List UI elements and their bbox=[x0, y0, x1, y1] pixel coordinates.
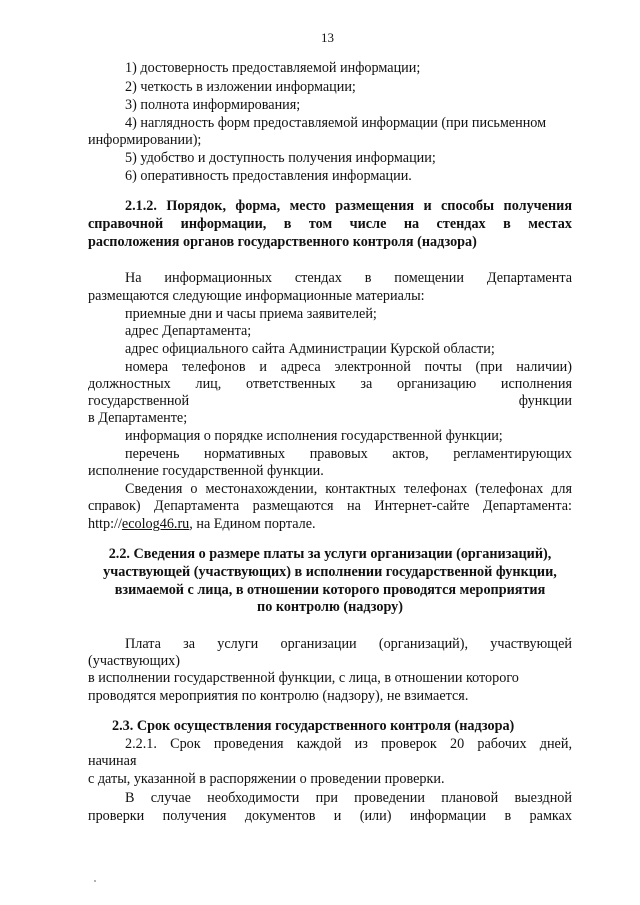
section-heading: по контролю (надзору) bbox=[257, 599, 403, 615]
paragraph-line: в Департаменте; bbox=[88, 410, 188, 426]
paragraph-line bbox=[88, 515, 572, 533]
paragraph-line: Сведения о местонахождении, контактных телефонах (телефонах для bbox=[125, 481, 572, 497]
paragraph-line: проводятся мероприятия по контролю (надзору), не взимается. bbox=[88, 688, 469, 704]
paragraph-text: государственной bbox=[88, 393, 190, 409]
paragraph-line: 2.2.1. Срок проведения каждой из проверок 20 рабочих дней, bbox=[125, 736, 572, 752]
paragraph-text: , на Едином портале. bbox=[189, 516, 316, 532]
section-heading: расположения органов государственного контроля (надзора) bbox=[88, 234, 477, 250]
paragraph-text: http:// bbox=[88, 516, 122, 532]
paragraph-line: (участвующих) bbox=[88, 653, 180, 669]
paragraph-line: На информационных стендах в помещении Департамента bbox=[125, 270, 572, 286]
page-number: 13 bbox=[321, 30, 334, 45]
paragraph-line: приемные дни и часы приема заявителей; bbox=[125, 306, 377, 322]
paragraph-line: начиная bbox=[88, 753, 137, 769]
paragraph-line: номера телефонов и адреса электронной почты (при наличии) bbox=[125, 359, 572, 375]
list-item: 4) наглядность форм предоставляемой информации (при письменном bbox=[125, 115, 547, 131]
paragraph-line: адрес Департамента; bbox=[125, 323, 252, 339]
paragraph-line bbox=[88, 392, 572, 410]
list-item: 6) оперативность предоставления информации. bbox=[125, 168, 412, 184]
list-item: 2) четкость в изложении информации; bbox=[125, 79, 356, 95]
paragraph-line: перечень нормативных правовых актов, регламентирующих bbox=[125, 446, 572, 462]
list-item: 3) полнота информирования; bbox=[125, 97, 301, 113]
website-link[interactable]: ecolog46.ru bbox=[121, 516, 190, 532]
paragraph-line: В случае необходимости при проведении плановой выездной bbox=[125, 790, 572, 806]
list-item: 1) достоверность предоставляемой информации; bbox=[125, 60, 421, 76]
paragraph-line: адрес официального сайта Администрации Курской области; bbox=[125, 341, 495, 357]
paragraph-line: с даты, указанной в распоряжении о проведении проверки. bbox=[88, 771, 445, 787]
paragraph-text: функции bbox=[518, 393, 572, 409]
section-heading: взимаемой с лица, в отношении которого проводятся мероприятия bbox=[114, 582, 546, 598]
paragraph-line: размещаются следующие информационные материалы: bbox=[88, 288, 425, 304]
section-heading: участвующей (участвующих) в исполнении государственной функции, bbox=[103, 564, 557, 580]
section-heading: 2.2. Сведения о размере платы за услуги организации (организаций), bbox=[108, 546, 552, 562]
paragraph-line: в исполнении государственной функции, с лица, в отношении которого bbox=[88, 670, 519, 686]
section-heading: справочной информации, в том числе на стендах в местах bbox=[88, 216, 572, 232]
paragraph-line: справок) Департамента размещаются на Интернет-сайте Департамента: bbox=[88, 498, 572, 514]
paragraph-line: Плата за услуги организации (организаций), участвующей bbox=[125, 636, 572, 652]
list-item: информировании); bbox=[88, 132, 202, 148]
paragraph-line: информация о порядке исполнения государственной функции; bbox=[125, 428, 503, 444]
section-heading: 2.3. Срок осуществления государственного контроля (надзора) bbox=[112, 718, 515, 734]
paragraph-line: исполнение государственной функции. bbox=[88, 463, 324, 479]
list-item: 5) удобство и доступность получения информации; bbox=[125, 150, 436, 166]
paragraph-line: проверки получения документов и (или) информации в рамках bbox=[88, 808, 572, 824]
paragraph-line: должностных лиц, ответственных за организацию исполнения bbox=[88, 376, 572, 392]
scan-speck bbox=[94, 880, 96, 882]
section-heading: 2.1.2. Порядок, форма, место размещения и способы получения bbox=[125, 198, 572, 214]
